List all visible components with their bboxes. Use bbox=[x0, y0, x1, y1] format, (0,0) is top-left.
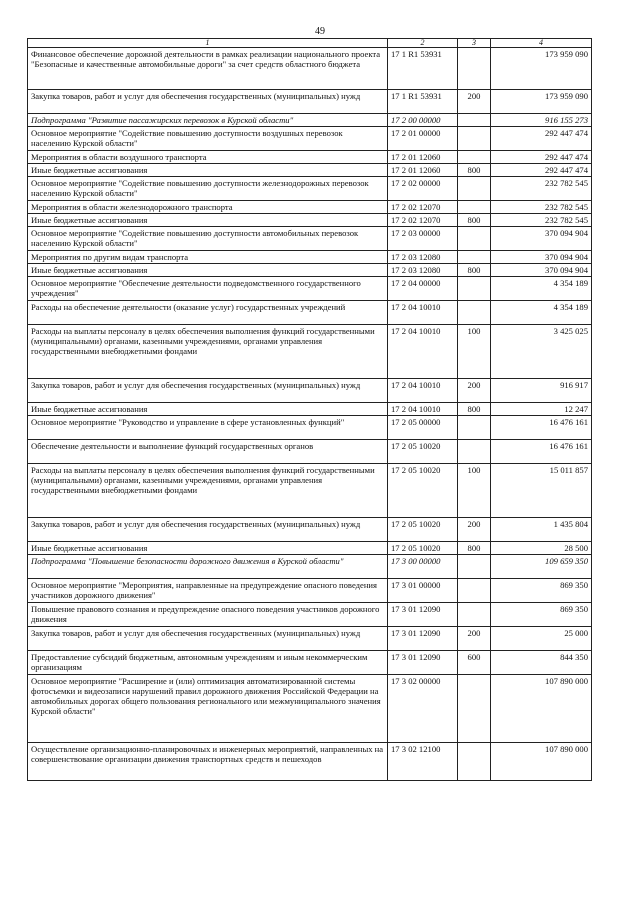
row-amount-cell: 173 959 090 bbox=[491, 48, 592, 90]
row-type-cell bbox=[458, 579, 491, 603]
row-code-cell: 17 2 01 00000 bbox=[388, 127, 458, 151]
table-row bbox=[28, 90, 592, 114]
row-code-cell: 17 2 02 12070 bbox=[388, 214, 458, 227]
budget-table bbox=[27, 38, 592, 781]
row-code-cell: 17 3 02 00000 bbox=[388, 675, 458, 743]
table-row bbox=[28, 379, 592, 403]
row-name-cell: Основное мероприятие "Содействие повышению доступности автомобильных перевозок населению Курской области" bbox=[28, 227, 388, 251]
table-row bbox=[28, 48, 592, 90]
row-amount-cell: 844 350 bbox=[491, 651, 592, 675]
row-type-cell bbox=[458, 440, 491, 464]
row-name-cell: Иные бюджетные ассигнования bbox=[28, 542, 388, 555]
row-type-cell: 800 bbox=[458, 164, 491, 177]
row-type-cell bbox=[458, 277, 491, 301]
table-row bbox=[28, 542, 592, 555]
row-name-cell: Закупка товаров, работ и услуг для обеспечения государственных (муниципальных) нужд bbox=[28, 518, 388, 542]
table-row bbox=[28, 325, 592, 379]
row-amount-cell: 916 155 273 bbox=[491, 114, 592, 127]
row-code-cell: 17 3 02 12100 bbox=[388, 743, 458, 781]
row-type-cell: 600 bbox=[458, 651, 491, 675]
row-name-cell: Расходы на обеспечение деятельности (оказание услуг) государственных учреждений bbox=[28, 301, 388, 325]
row-type-cell bbox=[458, 251, 491, 264]
row-name-cell: Основное мероприятие "Обеспечение деятельности подведомственного государственного учреждения" bbox=[28, 277, 388, 301]
row-name-cell: Основное мероприятие "Мероприятия, направленные на предупреждение опасного поведения участников дорожного движения" bbox=[28, 579, 388, 603]
row-name-cell: Подпрограмма "Повышение безопасности дорожного движения в Курской области" bbox=[28, 555, 388, 579]
row-name-cell: Повышение правового сознания и предупреждение опасного поведения участников дорожного движения bbox=[28, 603, 388, 627]
row-amount-cell: 869 350 bbox=[491, 579, 592, 603]
row-amount-cell: 370 094 904 bbox=[491, 251, 592, 264]
row-name-cell: Мероприятия в области воздушного транспорта bbox=[28, 151, 388, 164]
row-amount-cell: 292 447 474 bbox=[491, 164, 592, 177]
row-code-cell: 17 2 05 10020 bbox=[388, 518, 458, 542]
row-amount-cell: 12 247 bbox=[491, 403, 592, 416]
row-type-cell: 200 bbox=[458, 90, 491, 114]
row-code-cell: 17 2 01 12060 bbox=[388, 151, 458, 164]
row-name-cell: Обеспечение деятельности и выполнение функций государственных органов bbox=[28, 440, 388, 464]
row-name-cell: Закупка товаров, работ и услуг для обеспечения государственных (муниципальных) нужд bbox=[28, 90, 388, 114]
row-type-cell bbox=[458, 743, 491, 781]
table-row bbox=[28, 403, 592, 416]
row-name-cell: Основное мероприятие "Расширение и (или) оптимизация автоматизированной системы фотосъемки и видеозаписи нарушений правил дорожного движения Российской Федерации на автомобильных дорогах общего пользования регионального или межмуниципального значения Курской области" bbox=[28, 675, 388, 743]
column-header-name: 1 bbox=[28, 39, 388, 48]
row-name-cell: Иные бюджетные ассигнования bbox=[28, 264, 388, 277]
row-name-cell: Основное мероприятие "Содействие повышению доступности воздушных перевозок населению Курской области" bbox=[28, 127, 388, 151]
row-amount-cell: 4 354 189 bbox=[491, 277, 592, 301]
row-code-cell: 17 2 05 00000 bbox=[388, 416, 458, 440]
table-row bbox=[28, 201, 592, 214]
row-amount-cell: 292 447 474 bbox=[491, 151, 592, 164]
row-name-cell: Основное мероприятие "Руководство и управление в сфере установленных функций" bbox=[28, 416, 388, 440]
row-code-cell: 17 2 00 00000 bbox=[388, 114, 458, 127]
row-code-cell: 17 3 01 00000 bbox=[388, 579, 458, 603]
row-amount-cell: 16 476 161 bbox=[491, 440, 592, 464]
row-code-cell: 17 3 00 00000 bbox=[388, 555, 458, 579]
row-code-cell: 17 2 04 10010 bbox=[388, 301, 458, 325]
row-type-cell bbox=[458, 114, 491, 127]
table-row bbox=[28, 164, 592, 177]
row-amount-cell: 370 094 904 bbox=[491, 227, 592, 251]
row-name-cell: Мероприятия по другим видам транспорта bbox=[28, 251, 388, 264]
table-row bbox=[28, 579, 592, 603]
row-code-cell: 17 2 03 12080 bbox=[388, 264, 458, 277]
table-row bbox=[28, 301, 592, 325]
row-code-cell: 17 2 04 10010 bbox=[388, 325, 458, 379]
row-code-cell: 17 2 02 00000 bbox=[388, 177, 458, 201]
table-header-row bbox=[28, 39, 592, 48]
row-amount-cell: 1 435 804 bbox=[491, 518, 592, 542]
row-name-cell: Иные бюджетные ассигнования bbox=[28, 403, 388, 416]
row-type-cell: 200 bbox=[458, 379, 491, 403]
row-amount-cell: 109 659 350 bbox=[491, 555, 592, 579]
table-row bbox=[28, 214, 592, 227]
table-row bbox=[28, 251, 592, 264]
row-type-cell bbox=[458, 675, 491, 743]
row-amount-cell: 3 425 025 bbox=[491, 325, 592, 379]
row-amount-cell: 869 350 bbox=[491, 603, 592, 627]
row-type-cell: 100 bbox=[458, 325, 491, 379]
row-name-cell: Мероприятия в области железнодорожного транспорта bbox=[28, 201, 388, 214]
row-amount-cell: 232 782 545 bbox=[491, 201, 592, 214]
table-row bbox=[28, 518, 592, 542]
row-code-cell: 17 2 03 12080 bbox=[388, 251, 458, 264]
row-amount-cell: 107 890 000 bbox=[491, 675, 592, 743]
row-code-cell: 17 2 05 10020 bbox=[388, 542, 458, 555]
row-code-cell: 17 2 01 12060 bbox=[388, 164, 458, 177]
row-code-cell: 17 3 01 12090 bbox=[388, 603, 458, 627]
row-amount-cell: 370 094 904 bbox=[491, 264, 592, 277]
row-name-cell: Иные бюджетные ассигнования bbox=[28, 214, 388, 227]
row-code-cell: 17 2 05 10020 bbox=[388, 440, 458, 464]
row-name-cell: Расходы на выплаты персоналу в целях обеспечения выполнения функций государственными (муниципальными) органами, казенными учреждениями, органами управления государственными внебюджетными фондами bbox=[28, 325, 388, 379]
row-amount-cell: 232 782 545 bbox=[491, 177, 592, 201]
row-code-cell: 17 2 04 10010 bbox=[388, 379, 458, 403]
row-amount-cell: 232 782 545 bbox=[491, 214, 592, 227]
row-type-cell: 100 bbox=[458, 464, 491, 518]
row-type-cell bbox=[458, 416, 491, 440]
row-name-cell: Закупка товаров, работ и услуг для обеспечения государственных (муниципальных) нужд bbox=[28, 627, 388, 651]
row-type-cell bbox=[458, 201, 491, 214]
table-row bbox=[28, 675, 592, 743]
row-type-cell bbox=[458, 127, 491, 151]
row-name-cell: Закупка товаров, работ и услуг для обеспечения государственных (муниципальных) нужд bbox=[28, 379, 388, 403]
table-row bbox=[28, 177, 592, 201]
table-row bbox=[28, 264, 592, 277]
table-row bbox=[28, 603, 592, 627]
row-type-cell bbox=[458, 555, 491, 579]
row-name-cell: Подпрограмма "Развитие пассажирских перевозок в Курской области" bbox=[28, 114, 388, 127]
table-row bbox=[28, 227, 592, 251]
row-code-cell: 17 2 04 10010 bbox=[388, 403, 458, 416]
row-amount-cell: 15 011 857 bbox=[491, 464, 592, 518]
row-code-cell: 17 2 04 00000 bbox=[388, 277, 458, 301]
row-amount-cell: 173 959 090 bbox=[491, 90, 592, 114]
row-type-cell bbox=[458, 151, 491, 164]
row-amount-cell: 16 476 161 bbox=[491, 416, 592, 440]
row-type-cell bbox=[458, 603, 491, 627]
row-type-cell: 800 bbox=[458, 403, 491, 416]
row-type-cell: 800 bbox=[458, 214, 491, 227]
table-row bbox=[28, 651, 592, 675]
row-name-cell: Иные бюджетные ассигнования bbox=[28, 164, 388, 177]
row-type-cell: 800 bbox=[458, 542, 491, 555]
row-name-cell: Осуществление организационно-планировочных и инженерных мероприятий, направленных на совершенствование организации движения транспортных средств и пешеходов bbox=[28, 743, 388, 781]
row-type-cell: 200 bbox=[458, 518, 491, 542]
table-row bbox=[28, 151, 592, 164]
table-row bbox=[28, 464, 592, 518]
table-row bbox=[28, 555, 592, 579]
row-code-cell: 17 2 05 10020 bbox=[388, 464, 458, 518]
row-code-cell: 17 2 03 00000 bbox=[388, 227, 458, 251]
row-code-cell: 17 3 01 12090 bbox=[388, 651, 458, 675]
table-row bbox=[28, 114, 592, 127]
row-type-cell bbox=[458, 227, 491, 251]
row-type-cell bbox=[458, 301, 491, 325]
row-name-cell: Финансовое обеспечение дорожной деятельности в рамках реализации национального проекта "Безопасные и качественные автомобильные дороги" за счет средств областного бюджета bbox=[28, 48, 388, 90]
table-row bbox=[28, 743, 592, 781]
row-amount-cell: 916 917 bbox=[491, 379, 592, 403]
row-amount-cell: 292 447 474 bbox=[491, 127, 592, 151]
column-header-code: 2 bbox=[388, 39, 458, 48]
row-amount-cell: 28 500 bbox=[491, 542, 592, 555]
table-row bbox=[28, 277, 592, 301]
table-row bbox=[28, 440, 592, 464]
table-row bbox=[28, 416, 592, 440]
row-code-cell: 17 1 R1 53931 bbox=[388, 90, 458, 114]
row-type-cell bbox=[458, 48, 491, 90]
row-type-cell bbox=[458, 177, 491, 201]
row-code-cell: 17 3 01 12090 bbox=[388, 627, 458, 651]
row-amount-cell: 107 890 000 bbox=[491, 743, 592, 781]
table-row bbox=[28, 127, 592, 151]
row-amount-cell: 4 354 189 bbox=[491, 301, 592, 325]
row-name-cell: Основное мероприятие "Содействие повышению доступности железнодорожных перевозок населению Курской области" bbox=[28, 177, 388, 201]
row-name-cell: Расходы на выплаты персоналу в целях обеспечения выполнения функций государственными (муниципальными) органами, казенными учреждениями, органами управления государственными внебюджетными фондами bbox=[28, 464, 388, 518]
column-header-amount: 4 bbox=[491, 39, 592, 48]
row-amount-cell: 25 000 bbox=[491, 627, 592, 651]
row-type-cell: 800 bbox=[458, 264, 491, 277]
row-code-cell: 17 1 R1 53931 bbox=[388, 48, 458, 90]
row-type-cell: 200 bbox=[458, 627, 491, 651]
column-header-type: 3 bbox=[458, 39, 491, 48]
page-number: 49 bbox=[315, 26, 325, 37]
row-name-cell: Предоставление субсидий бюджетным, автономным учреждениям и иным некоммерческим организациям bbox=[28, 651, 388, 675]
row-code-cell: 17 2 02 12070 bbox=[388, 201, 458, 214]
table-row bbox=[28, 627, 592, 651]
